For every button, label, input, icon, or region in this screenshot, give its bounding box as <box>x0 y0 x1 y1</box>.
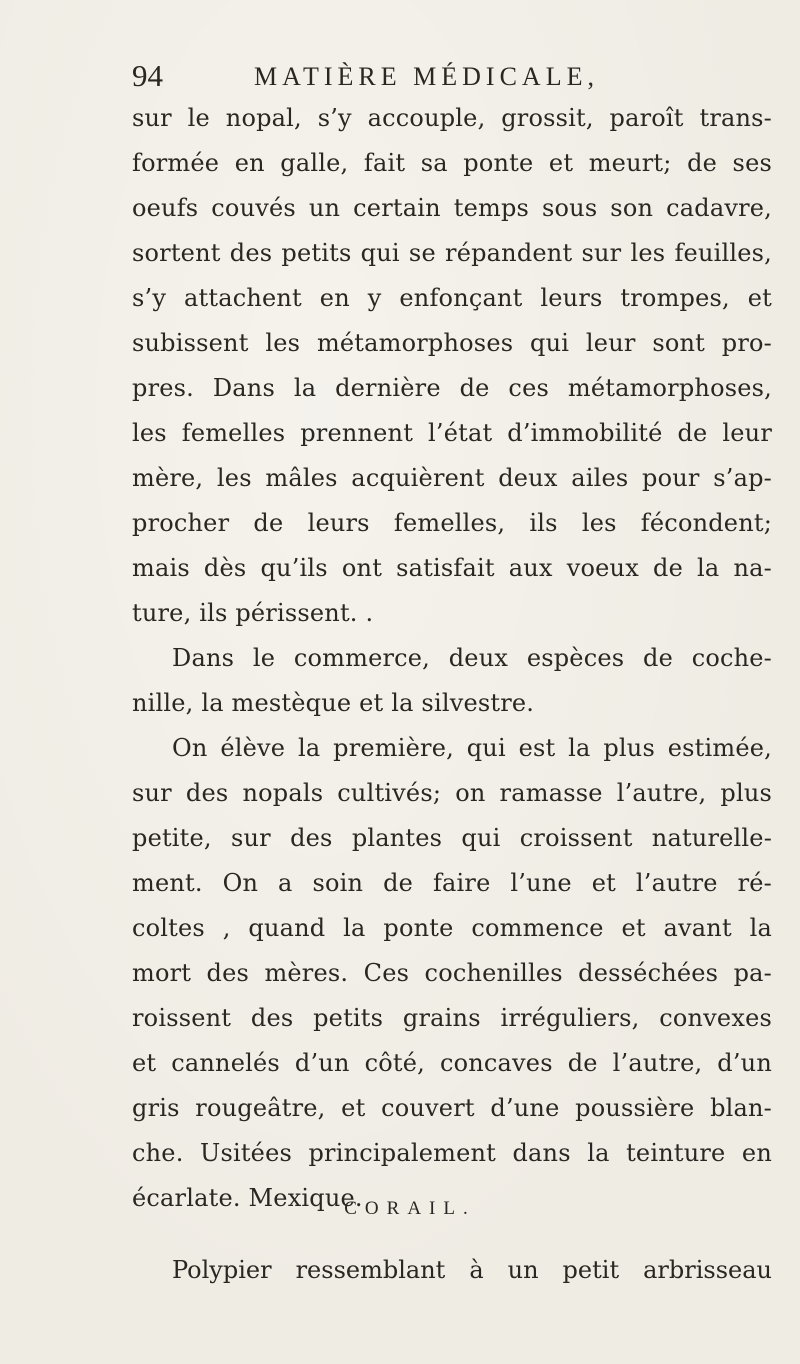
text-line: roissent des petits grains irréguliers, convexes <box>132 1004 772 1032</box>
text-line: s’y attachent en y enfonçant leurs trompes, et <box>132 284 772 312</box>
text-line: ment. On a soin de faire l’une et l’autre ré- <box>132 869 772 897</box>
text-line: subissent les métamorphoses qui leur sont pro- <box>132 329 772 357</box>
text-line: Dans le commerce, deux espèces de coche- <box>172 644 772 672</box>
text-line: petite, sur des plantes qui croissent naturelle- <box>132 824 772 852</box>
text-line: écarlate. Mexique. <box>132 1184 363 1212</box>
text-line: sur le nopal, s’y accouple, grossit, paroît trans- <box>132 104 772 132</box>
text-line: mère, les mâles acquièrent deux ailes pour s’ap- <box>132 464 772 492</box>
text-line: che. Usitées principalement dans la teinture en <box>132 1139 772 1167</box>
text-line: sortent des petits qui se répandent sur les feuilles, <box>132 239 772 267</box>
running-head: MATIÈRE MÉDICALE, <box>254 62 599 91</box>
text-line: On élève la première, qui est la plus estimée, <box>172 734 772 762</box>
text-line: coltes , quand la ponte commence et avant la <box>132 914 772 942</box>
text-line: ture, ils périssent. . <box>132 599 374 627</box>
text-line: les femelles prennent l’état d’immobilité de leur <box>132 419 772 447</box>
text-line: pres. Dans la dernière de ces métamorphoses, <box>132 374 772 402</box>
body-text <box>132 96 772 1221</box>
section-heading: CORAIL. <box>344 1198 476 1219</box>
text-line: sur des nopals cultivés; on ramasse l’autre, plus <box>132 779 772 807</box>
page-header <box>132 58 732 98</box>
text-line: oeufs couvés un certain temps sous son cadavre, <box>132 194 772 222</box>
section-first-line: Polypier ressemblant à un petit arbrisseau <box>172 1256 772 1284</box>
text-line: mais dès qu’ils ont satisfait aux voeux de la na- <box>132 554 772 582</box>
text-line: formée en galle, fait sa ponte et meurt; de ses <box>132 149 772 177</box>
text-line: gris rougeâtre, et couvert d’une poussière blan- <box>132 1094 772 1122</box>
text-line: procher de leurs femelles, ils les fécondent; <box>132 509 772 537</box>
text-line: nille, la mestèque et la silvestre. <box>132 689 535 717</box>
text-line: mort des mères. Ces cochenilles desséchées pa- <box>132 959 772 987</box>
text-line: et cannelés d’un côté, concaves de l’autre, d’un <box>132 1049 772 1077</box>
page-number: 94 <box>132 58 163 93</box>
